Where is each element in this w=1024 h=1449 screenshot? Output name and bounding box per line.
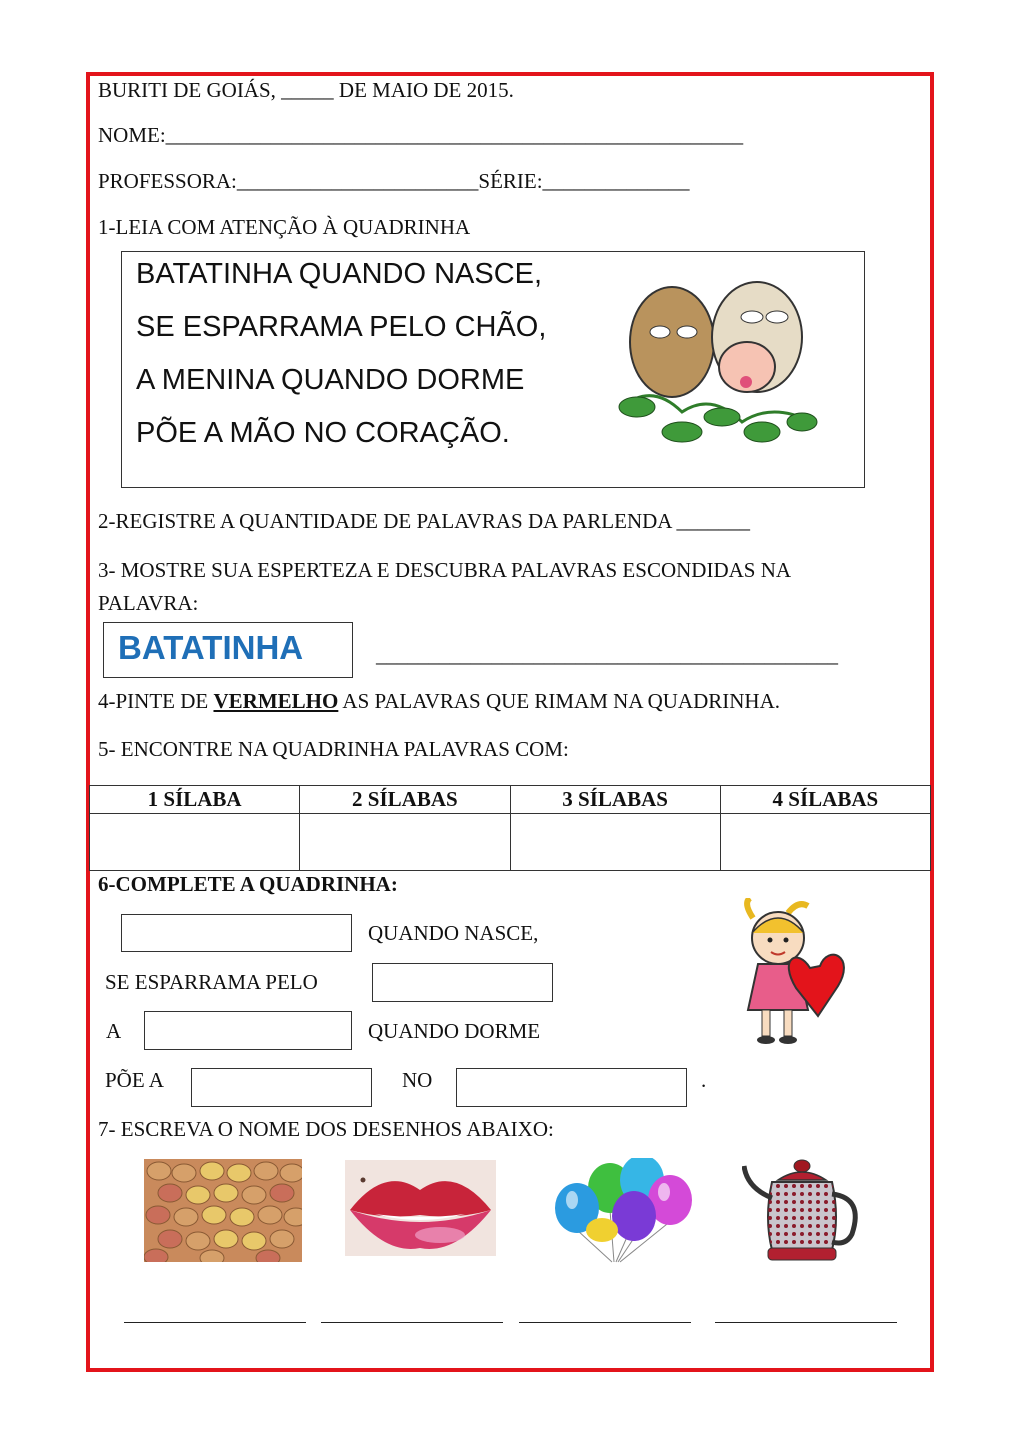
answer-cell-3[interactable]	[510, 814, 720, 871]
poem-line-1: BATATINHA QUANDO NASCE,	[136, 258, 543, 290]
q3-instruction-line2: PALAVRA:	[98, 591, 199, 615]
q3-instruction-line1: 3- MOSTRE SUA ESPERTEZA E DESCUBRA PALAVRAS ESCONDIDAS NA	[98, 558, 792, 582]
name-field[interactable]: NOME:_______________________________________________________	[98, 123, 744, 147]
q5-instruction: 5- ENCONTRE NA QUADRINHA PALAVRAS COM:	[98, 737, 569, 761]
q6-instruction: 6-COMPLETE A QUADRINHA:	[98, 872, 398, 896]
poem-line-4: PÕE A MÃO NO CORAÇÃO.	[136, 417, 510, 449]
answer-line-4[interactable]	[715, 1322, 897, 1323]
lips-photo	[345, 1160, 496, 1256]
q4-instruction	[98, 689, 780, 714]
q6-line3-text: QUANDO DORME	[368, 1019, 541, 1043]
fill-box-3[interactable]	[144, 1011, 352, 1050]
answer-cell-4[interactable]	[720, 814, 930, 871]
answer-cell-1[interactable]	[90, 814, 300, 871]
fill-box-1[interactable]	[121, 914, 352, 952]
teapot-illustration	[742, 1158, 870, 1264]
syllable-table-row	[90, 814, 931, 871]
answer-line-1[interactable]	[124, 1322, 306, 1323]
fill-box-5[interactable]	[456, 1068, 687, 1107]
city-date-line: BURITI DE GOIÁS, _____ DE MAIO DE 2015.	[98, 78, 514, 102]
col-4-syllables: 4 SÍLABAS	[720, 786, 930, 814]
syllable-table	[89, 785, 931, 871]
teacher-grade-field[interactable]: PROFESSORA:_______________________SÉRIE:______________	[98, 169, 690, 193]
col-3-syllables: 3 SÍLABAS	[510, 786, 720, 814]
q6-line4-prefix: PÕE A	[105, 1068, 164, 1092]
hidden-words-source-box	[103, 622, 353, 678]
answer-line-3[interactable]	[519, 1322, 691, 1323]
girl-with-heart-illustration	[738, 898, 856, 1046]
col-2-syllables: 2 SÍLABAS	[300, 786, 510, 814]
q6-line4-mid: NO	[402, 1068, 433, 1092]
poem-line-3: A MENINA QUANDO DORME	[136, 364, 525, 396]
potatoes-photo	[144, 1159, 302, 1262]
q7-instruction: 7- ESCREVA O NOME DOS DESENHOS ABAIXO:	[98, 1117, 554, 1141]
col-1-syllable: 1 SÍLABA	[90, 786, 300, 814]
q1-instruction: 1-LEIA COM ATENÇÃO À QUADRINHA	[98, 215, 471, 239]
q4-highlight-word: VERMELHO	[213, 689, 339, 713]
q4-suffix: AS PALAVRAS QUE RIMAM NA QUADRINHA.	[338, 689, 780, 713]
answer-cell-2[interactable]	[300, 814, 510, 871]
answer-line-2[interactable]	[321, 1322, 503, 1323]
poem-line-2: SE ESPARRAMA PELO CHÃO,	[136, 311, 547, 343]
balloons-illustration	[552, 1158, 698, 1264]
q6-line2-text: SE ESPARRAMA PELO	[105, 970, 318, 994]
fill-box-4[interactable]	[191, 1068, 372, 1107]
q4-prefix: 4-PINTE DE	[98, 689, 214, 713]
q6-line4-end: .	[701, 1068, 707, 1092]
q2-instruction: 2-REGISTRE A QUANTIDADE DE PALAVRAS DA PARLENDA _______	[98, 509, 751, 533]
syllable-table-header	[90, 786, 931, 814]
hidden-words-answer-line[interactable]: ____________________________________________	[376, 643, 838, 667]
fill-box-2[interactable]	[372, 963, 553, 1002]
potato-family-illustration	[612, 272, 822, 462]
q6-line3-prefix: A	[106, 1019, 122, 1043]
source-word: BATATINHA	[118, 629, 304, 666]
q6-line1-text: QUANDO NASCE,	[368, 921, 539, 945]
